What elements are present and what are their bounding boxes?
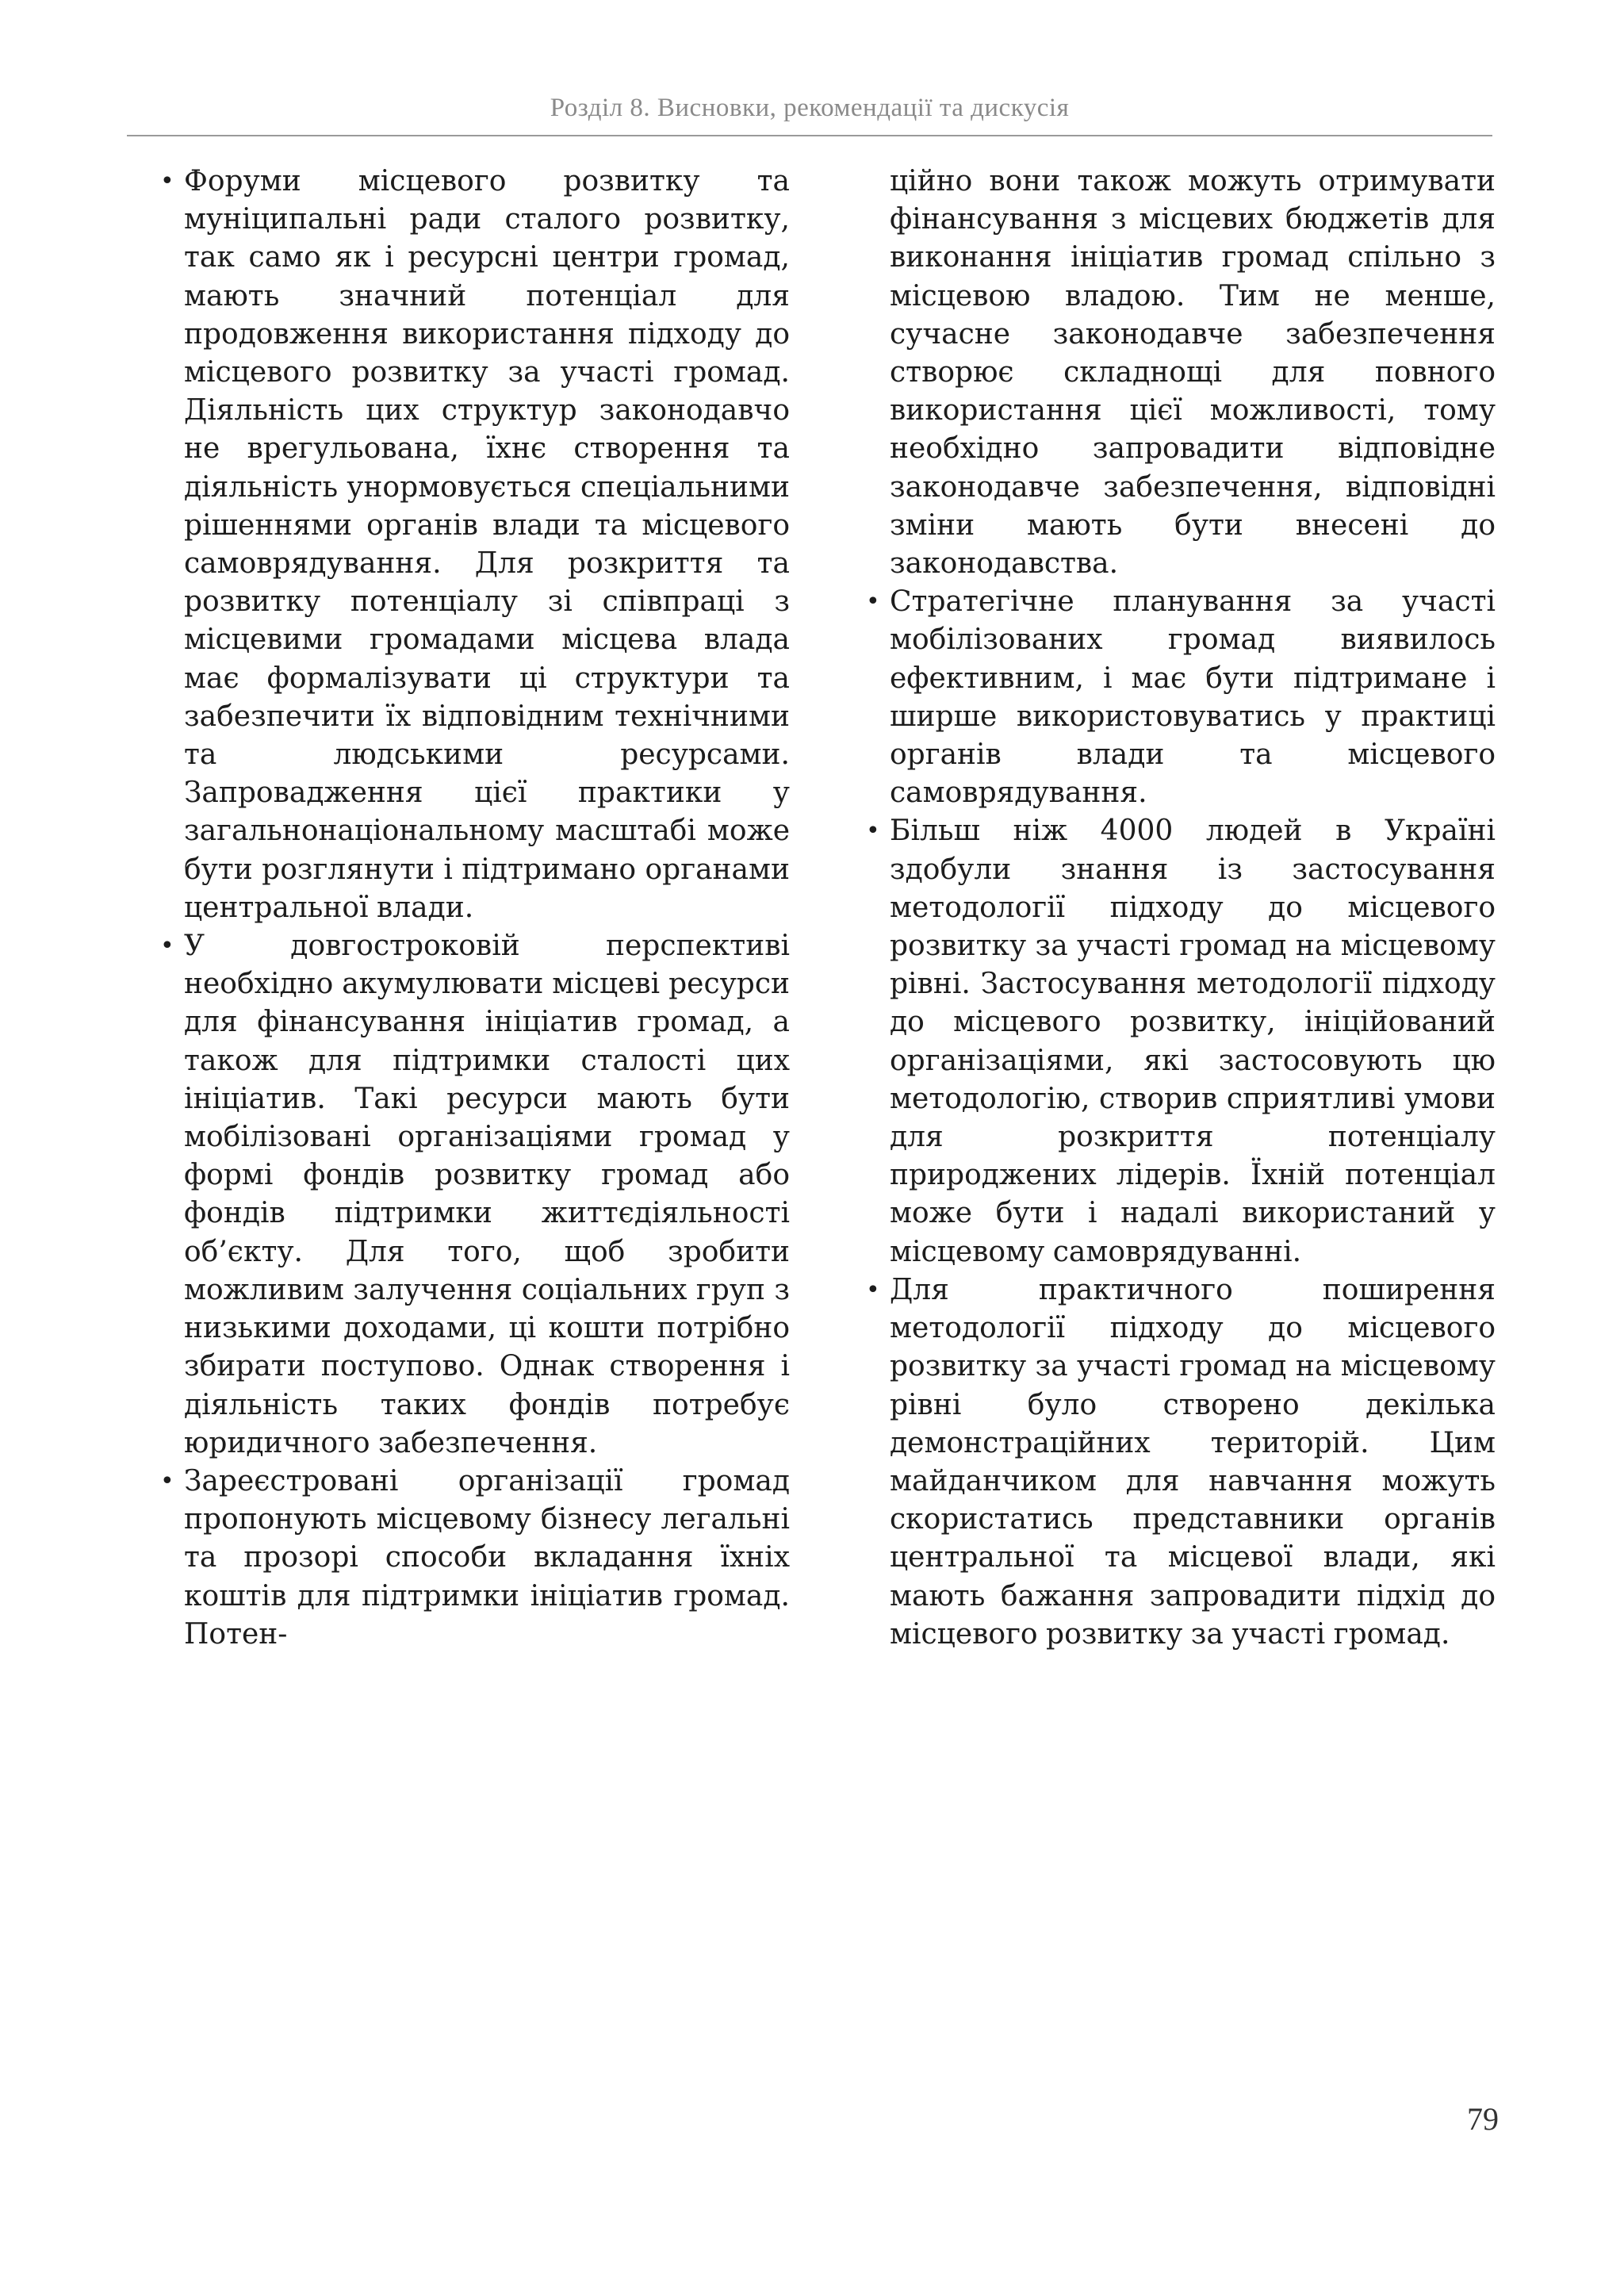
- list-item: [866, 812, 1496, 1271]
- running-header: Розділ 8. Висновки, рекомендації та дискусія: [550, 94, 1070, 122]
- list-item-text: Для практичного поширення методології підходу до місцевого розвитку за участі громад на місцевому рівні було створено декілька демонстраційних територій. Цим майданчиком для навчання можуть скористатись представники органів центральної та місцевої влади, які мають бажання запровадити підхід до місцевого розвитку за участі громад.: [890, 1273, 1496, 1651]
- list-item-text: Стратегічне планування за участі мобілізованих громад виявилось ефективним, і має бути підтримане і ширше використовуватись у практиці органів влади та місцевого самоврядування.: [890, 585, 1496, 810]
- list-item-text: Більш ніж 4000 людей в Україні здобули знання із застосування методології підходу до місцевого розвитку за участі громад на місцевому рівні. Застосування методології підходу до місцевого розвитку, ініційований організаціями, які застосовують цю методологію, створив сприятливі умови для розкриття потенціалу природжених лідерів. Їхній потенціал може бути і надалі використаний у місцевому самоврядуванні.: [890, 815, 1496, 1268]
- list-item: [160, 163, 790, 927]
- left-column: [160, 163, 790, 1654]
- page-number: 79: [1467, 2101, 1499, 2137]
- list-item-text: Зареєстровані організації громад пропонують місцевому бізнесу легальні та прозорі способи вкладання їхніх коштів для підтримки ініціатив громад. Потен-: [184, 1464, 790, 1651]
- bullet-icon: •: [866, 1275, 880, 1304]
- bullet-icon: •: [160, 167, 174, 195]
- bullet-icon: •: [160, 1467, 174, 1495]
- header-rule: [127, 135, 1492, 136]
- bullet-icon: •: [160, 932, 174, 961]
- list-item: [866, 1271, 1496, 1654]
- list-item-text: Форуми місцевого розвитку та муніципальні ради сталого розвитку, так само як і ресурсні центри громад, мають значний потенціал для продовження використання підходу до місцевого розвитку за участі громад. Діяльність цих структур законодавчо не врегульована, їхнє створення та діяльність унормовується спеціальними рішеннями органів влади та місцевого самоврядування. Для розкриття та розвитку потенціалу зі співпраці з місцевими громадами місцева влада має формалізувати ці структури та забезпечити їх відповідним технічними та людськими ресурсами. Запровадження цієї практики у загальнонаціональному масштабі може бути розглянути і підтримано органами центральної влади.: [184, 165, 790, 924]
- right-column: [866, 163, 1496, 1654]
- continuation-paragraph: ційно вони також можуть отримувати фінансування з місцевих бюджетів для виконання ініціатив громад спільно з місцевою владою. Тим не менше, сучасне законодавче забезпечення створює складнощі для повного використання цієї можливості, тому необхідно запровадити відповідне законодавче забезпечення, відповідні зміни мають бути внесені до законодавства.: [890, 165, 1496, 581]
- list-item-text: У довгостроковій перспективі необхідно акумулювати місцеві ресурси для фінансування ініціатив громад, а також для підтримки сталості цих ініціатив. Такі ресурси мають бути мобілізовані організаціями громад у формі фондів розвитку громад або фондів підтримки життєдіяльності об’єкту. Для того, щоб зробити можливим залучення соціальних груп з низькими доходами, ці кошти потрібно збирати поступово. Однак створення і діяльність таких фондів потребує юридичного забезпечення.: [184, 930, 790, 1459]
- list-item: [160, 1463, 790, 1654]
- list-item: [866, 583, 1496, 812]
- list-item: [160, 927, 790, 1463]
- bullet-icon: •: [866, 588, 880, 616]
- bullet-icon: •: [866, 817, 880, 846]
